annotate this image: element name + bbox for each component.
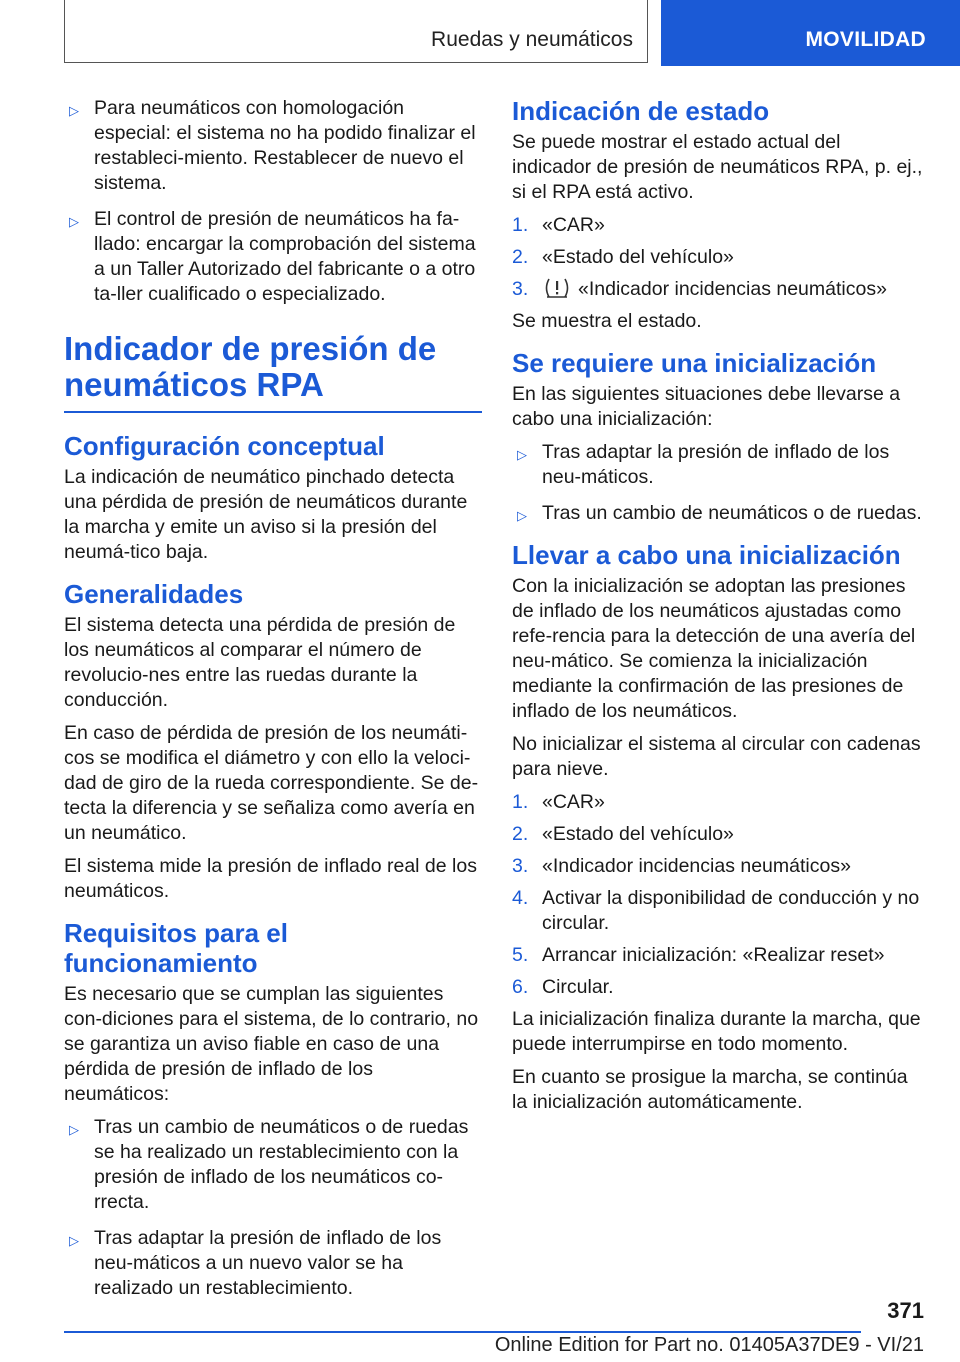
- bullet-triangle-icon: ▷: [69, 1121, 79, 1137]
- paragraph: Es necesario que se cumplan las siguientes con‐diciones para el sistema, de lo contrario, no se garantiza un aviso fiable en caso de una pérdida de presión de inflado de los neumáticos:: [64, 982, 479, 1105]
- numbered-step: 1. «CAR»: [512, 214, 605, 236]
- section-heading-llevar-a-cabo: Llevar a cabo una inicialización: [512, 540, 901, 570]
- tire-pressure-warning-icon: [542, 277, 572, 299]
- paragraph: En las siguientes situaciones debe llevarse a cabo una inicialización:: [512, 383, 901, 430]
- section-heading-requisitos: Requisitos para el funcionamiento: [64, 917, 288, 978]
- footer-divider: [64, 1331, 861, 1333]
- numbered-step: 2. «Estado del vehículo»: [512, 823, 734, 845]
- paragraph: La inicialización finaliza durante la marcha, que puede interrumpirse en todo momento.: [512, 1008, 921, 1055]
- edition-footer: Online Edition for Part no. 01405A37DE9 - VI/21: [494, 1334, 924, 1356]
- section-title: Ruedas y neumáticos: [431, 28, 633, 51]
- main-heading: Indicador de presión de neumáticos RPA: [64, 330, 437, 403]
- paragraph: La indicación de neumático pinchado detecta una pérdida de presión de neumáticos durante la marcha y emite un aviso si la presión del neumá‐tico baja.: [64, 465, 468, 563]
- paragraph: En cuanto se prosigue la marcha, se continúa la inicialización automáticamente.: [512, 1066, 908, 1113]
- list-item: ▷ Tras un cambio de neumáticos o de ruedas se ha realizado un restablecimiento con la presión de inflado de los neumáticos co‐rrecta.: [69, 1115, 469, 1213]
- paragraph: Se puede mostrar el estado actual del indicador de presión de neumáticos RPA, p. ej., si el RPA está activo.: [512, 131, 923, 203]
- paragraph: No inicializar el sistema al circular con cadenas para nieve.: [512, 733, 921, 780]
- right-column: [512, 96, 924, 1123]
- list-item: ▷ El control de presión de neumáticos ha fa‐llado: encargar la comprobación del sistema a un Taller Autorizado del fabricante o a otro ta‐ller cualificado o especializado.: [69, 208, 476, 305]
- section-title-box: [64, 0, 648, 63]
- list-item: ▷ Tras adaptar la presión de inflado de los neu‐máticos.: [517, 441, 890, 488]
- chapter-tab-label: MOVILIDAD: [805, 28, 926, 51]
- page-number: 371: [887, 1298, 924, 1323]
- numbered-step: 6. Circular.: [512, 976, 614, 998]
- paragraph: Con la inicialización se adoptan las presiones de inflado de los neumáticos ajustadas como refe‐rencia para la detección de una avería del neu‐mático. Se comienza la inicialización mediante la confirmación de las presiones de inflado de los neumáticos.: [512, 575, 916, 722]
- section-heading-generalidades: Generalidades: [64, 578, 244, 609]
- numbered-step: 2. «Estado del vehículo»: [512, 246, 734, 268]
- page-header: [0, 0, 960, 66]
- numbered-step: 3. «Indicador incidencias neumáticos»: [512, 278, 887, 300]
- paragraph: El sistema detecta una pérdida de presión de los neumáticos al comparar el número de revolucio‐nes entre las ruedas durante la conducción.: [64, 613, 456, 711]
- bullet-triangle-icon: ▷: [69, 1232, 79, 1248]
- list-item: ▷ Para neumáticos con homologación especial: el sistema no ha podido finalizar el restableci‐miento. Restablecer de nuevo el sistema.: [69, 97, 476, 194]
- numbered-step: 1. «CAR»: [512, 791, 605, 813]
- bullet-triangle-icon: ▷: [517, 447, 527, 462]
- bullet-triangle-icon: ▷: [69, 103, 79, 118]
- list-item: ▷ Tras un cambio de neumáticos o de ruedas.: [512, 501, 924, 526]
- heading-divider: [64, 411, 482, 413]
- left-column: [64, 96, 482, 1312]
- paragraph: Se muestra el estado.: [512, 310, 702, 332]
- paragraph: En caso de pérdida de presión de los neumáti‐cos se modifica el diámetro y con ello la veloci‐dad de giro de la rueda correspondiente. Se de‐tecta la diferencia y se señaliza como avería en un neumático.: [64, 721, 479, 844]
- numbered-step: 4. Activar la disponibilidad de conducción y no circular.: [512, 887, 920, 934]
- paragraph: El sistema mide la presión de inflado real de los neumáticos.: [64, 854, 477, 902]
- section-heading-indicacion: Indicación de estado: [512, 96, 770, 126]
- numbered-step: 3. «Indicador incidencias neumáticos»: [512, 855, 851, 877]
- numbered-step: 5. Arrancar inicialización: «Realizar reset»: [512, 944, 885, 966]
- chapter-tab[interactable]: [661, 0, 960, 66]
- bullet-triangle-icon: ▷: [517, 508, 527, 523]
- list-item: ▷ Tras adaptar la presión de inflado de los neu‐máticos a un nuevo valor se ha realizado un restablecimiento.: [69, 1226, 442, 1299]
- section-heading-configuracion: Configuración conceptual: [64, 430, 385, 461]
- section-heading-inicializacion-requerida: Se requiere una inicialización: [512, 348, 877, 378]
- bullet-triangle-icon: ▷: [69, 214, 79, 229]
